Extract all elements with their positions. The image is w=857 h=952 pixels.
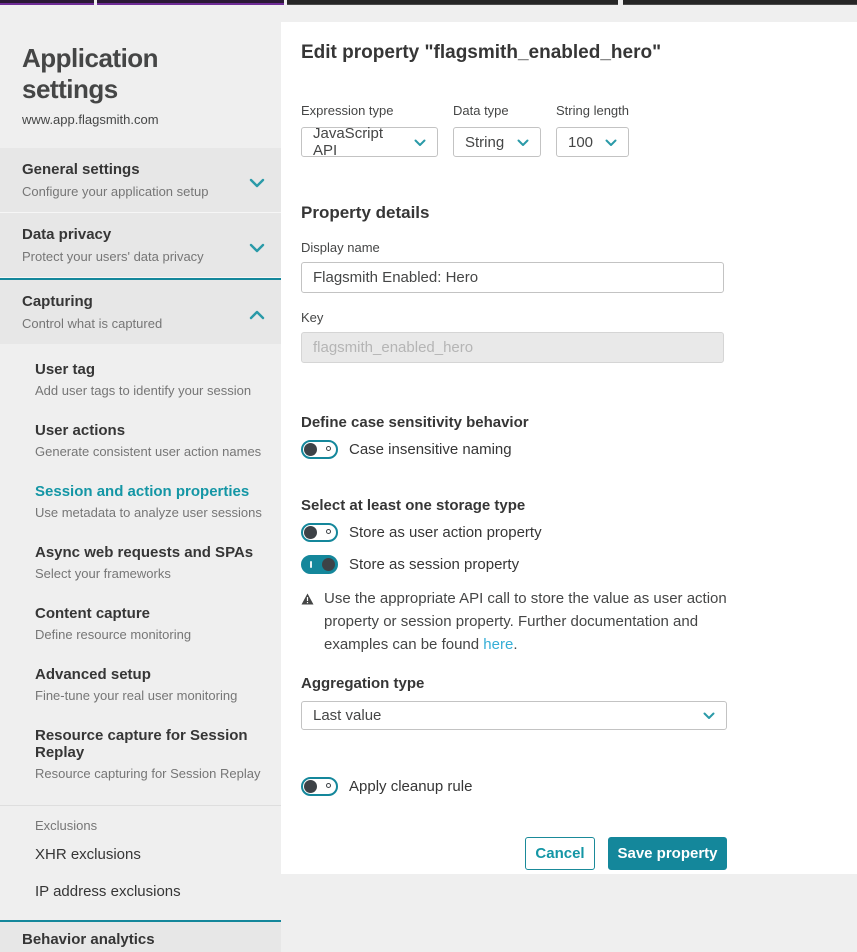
item-desc: Use metadata to analyze user sessions: [35, 505, 262, 520]
application-url: www.app.flagsmith.com: [22, 112, 159, 127]
api-warning-note: [301, 587, 733, 656]
settings-sidebar: [0, 5, 281, 948]
item-label: Content capture: [35, 605, 151, 622]
store-user-action-toggle-row[interactable]: [301, 523, 857, 542]
cancel-button[interactable]: Cancel: [525, 837, 595, 870]
string-length-label: String length: [556, 103, 629, 118]
main-area: [281, 5, 857, 874]
edit-property-title: Edit property "flagsmith_enabled_hero": [301, 42, 662, 63]
capturing-subitems: [0, 344, 281, 805]
warning-text: Use the appropriate API call to store the value as user action property or session property. Further documentation and examples can be found here.: [324, 590, 727, 653]
aggregation-type-value: Last value: [313, 707, 382, 724]
section-desc: Configure your application setup: [22, 184, 209, 199]
section-label: Behavior analytics: [22, 931, 155, 948]
property-details-heading: Property details: [301, 203, 430, 222]
chevron-down-icon: [249, 175, 265, 193]
sidebar-item-xhr-exclusions[interactable]: XHR exclusions: [35, 846, 141, 863]
footer-buttons: [301, 837, 727, 870]
display-name-input[interactable]: [301, 262, 724, 293]
chevron-down-icon: [517, 134, 529, 151]
toggle-on-icon[interactable]: [301, 555, 338, 574]
toggle-label: Apply cleanup rule: [349, 778, 473, 795]
chevron-down-icon: [703, 707, 715, 724]
chevron-down-icon: [414, 134, 426, 151]
toggle-label: Store as user action property: [349, 524, 542, 541]
type-selects-row: [301, 103, 857, 157]
sidebar-section-behavior-analytics[interactable]: [0, 922, 281, 952]
key-label: Key: [301, 310, 324, 325]
section-label: Data privacy: [22, 226, 112, 243]
item-label: User actions: [35, 422, 126, 439]
case-insensitive-toggle-row[interactable]: [301, 440, 857, 459]
sidebar-section-data-privacy[interactable]: [0, 213, 281, 278]
store-session-toggle-row[interactable]: [301, 555, 857, 574]
sidebar-item-advanced-setup[interactable]: [35, 666, 271, 703]
data-type-value: String: [465, 133, 505, 151]
expression-type-select[interactable]: [301, 127, 438, 157]
documentation-link[interactable]: here: [483, 636, 514, 653]
toggle-off-icon[interactable]: [301, 777, 338, 796]
expression-type-value: JavaScript API: [313, 125, 384, 159]
sidebar-item-resource-capture[interactable]: [35, 727, 271, 781]
aggregation-type-select[interactable]: [301, 701, 727, 730]
apply-cleanup-toggle-row[interactable]: [301, 777, 857, 796]
sidebar-item-user-actions[interactable]: [35, 422, 271, 459]
edit-property-panel: [281, 22, 857, 874]
item-label: Async web requests and SPAs: [35, 544, 254, 561]
expression-type-label: Expression type: [301, 103, 394, 118]
item-desc: Generate consistent user action names: [35, 444, 262, 459]
chevron-down-icon: [605, 134, 617, 151]
key-input: [301, 332, 724, 363]
sidebar-item-content-capture[interactable]: [35, 605, 271, 642]
exclusions-group-label: Exclusions: [35, 818, 98, 833]
chevron-down-icon: [249, 240, 265, 258]
item-label: User tag: [35, 361, 96, 378]
warning-triangle-icon: [301, 592, 314, 656]
section-label: General settings: [22, 161, 140, 178]
case-sensitivity-heading: Define case sensitivity behavior: [301, 414, 529, 431]
page-title: Application settings: [22, 43, 159, 104]
item-desc: Select your frameworks: [35, 566, 171, 581]
item-desc: Resource capturing for Session Replay: [35, 766, 261, 781]
item-desc: Add user tags to identify your session: [35, 383, 252, 398]
toggle-off-icon[interactable]: [301, 523, 338, 542]
item-label: Advanced setup: [35, 666, 151, 683]
chevron-up-icon: [249, 307, 265, 325]
sidebar-item-ip-address-exclusions[interactable]: IP address exclusions: [35, 883, 181, 900]
string-length-value: 100: [568, 133, 594, 151]
data-type-select[interactable]: [453, 127, 541, 157]
section-desc: Control what is captured: [22, 316, 163, 331]
toggle-label: Store as session property: [349, 556, 520, 573]
sidebar-item-async-web-requests[interactable]: [35, 544, 271, 581]
display-name-label: Display name: [301, 240, 380, 255]
section-label: Capturing: [22, 293, 93, 310]
sidebar-section-general-settings[interactable]: [0, 148, 281, 213]
section-desc: Protect your users' data privacy: [22, 249, 204, 264]
storage-type-heading: Select at least one storage type: [301, 497, 526, 514]
exclusions-group: [0, 806, 281, 900]
sidebar-item-session-and-action-properties[interactable]: [35, 483, 271, 520]
data-type-label: Data type: [453, 103, 509, 118]
toggle-off-icon[interactable]: [301, 440, 338, 459]
item-label: Resource capture for Session Replay: [35, 727, 248, 761]
toggle-label: Case insensitive naming: [349, 441, 512, 458]
sidebar-item-user-tag[interactable]: [35, 361, 271, 398]
sidebar-section-capturing[interactable]: [0, 280, 281, 344]
save-property-button[interactable]: Save property: [608, 837, 727, 870]
item-label: Session and action properties: [35, 483, 250, 500]
item-desc: Define resource monitoring: [35, 627, 192, 642]
string-length-select[interactable]: [556, 127, 629, 157]
aggregation-type-label: Aggregation type: [301, 675, 425, 692]
item-desc: Fine-tune your real user monitoring: [35, 688, 238, 703]
